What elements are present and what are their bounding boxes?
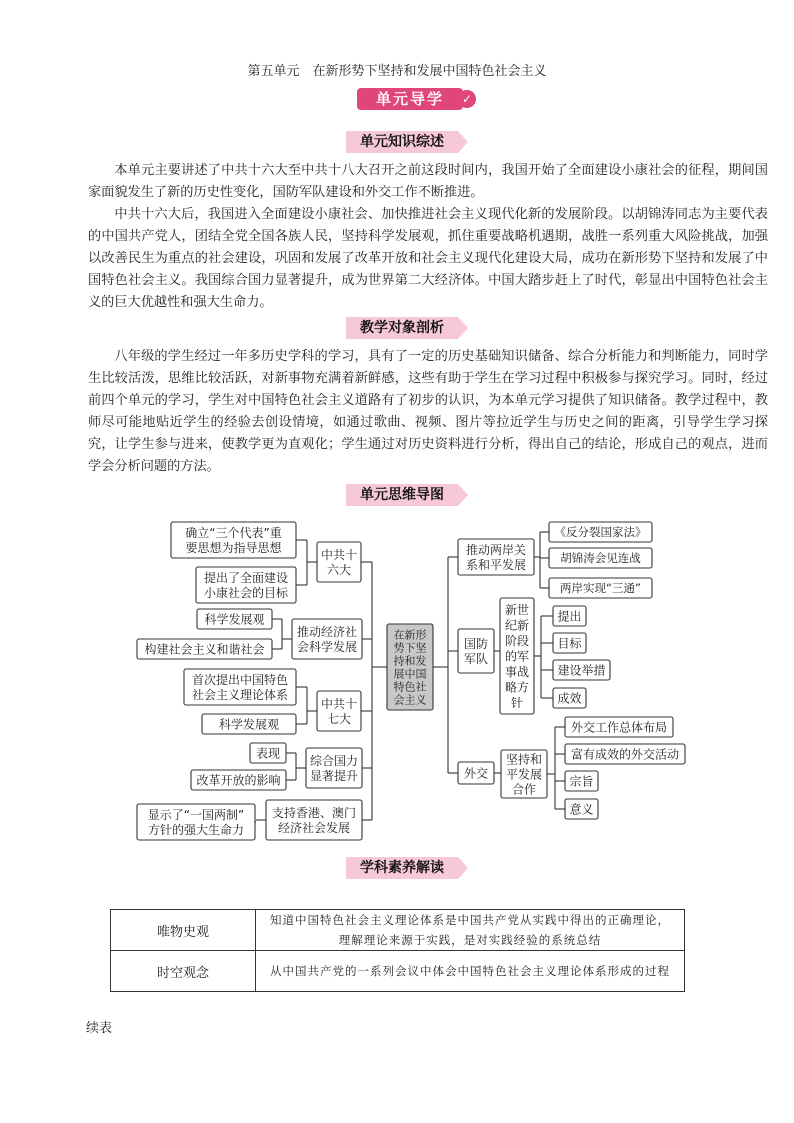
svg-text:推动两岸关: 推动两岸关 (465, 542, 527, 557)
mindmap-leaf (137, 639, 272, 659)
svg-text:略方: 略方 (504, 680, 530, 695)
mindmap-subnode (500, 598, 534, 714)
unit-guide-label: 单元导学 (357, 88, 463, 110)
svg-text:阶段: 阶段 (504, 633, 530, 648)
svg-text:提出: 提出 (557, 609, 582, 624)
mindmap-leaf (197, 609, 272, 629)
svg-text:六大: 六大 (326, 562, 352, 577)
svg-text:建设举措: 建设举措 (557, 663, 606, 678)
mindmap-node (317, 691, 361, 731)
svg-text:事战: 事战 (504, 664, 530, 679)
mindmap-leaf (137, 804, 255, 840)
overview-paragraph-1: 本单元主要讲述了中共十六大至中共十八大召开之前这段时间内，我国开始了全面建设小康社会的征程，期间国家面貌发生了新的历史性变化，国防军队建设和外交工作不断推进。 (88, 163, 768, 200)
mind-map (0, 512, 794, 852)
section-title: 教学对象剖析 (360, 320, 444, 336)
students-paragraph: 八年级的学生经过一年多历史学科的学习，具有了一定的历史基础知识储备、综合分析能力和判断能力，同时学生比较活泼，思维比较活跃，对新事物充满着新鲜感，这些有助于学生在学习过程中积极参与探究学习。同时，经过前四个单元的学习，学生对中国特色社会主义道路有了初步的认识，为本单元学习提供了知识储备。教学过程中，教师尽可能地贴近学生的经验去创设情境，如通过歌曲、视频、图片等拉近学生与历史之间的距离，引导学生学习探究，让学生参与进来，使教学更为直观化；学生通过对历史资料进行分析，得出自己的结论，形成自己的观点，进而学会分析问题的方法。 (88, 349, 768, 474)
literacy-table (110, 909, 685, 992)
table-row (111, 910, 685, 951)
mindmap-node (292, 619, 362, 659)
svg-text:社会主义理论体系: 社会主义理论体系 (191, 687, 289, 702)
svg-text:会科学发展: 会科学发展 (296, 639, 358, 654)
svg-text:显示了“一国两制”: 显示了“一国两制” (147, 807, 245, 822)
svg-text:富有成效的外交活动: 富有成效的外交活动 (570, 747, 680, 762)
section-title: 单元思维导图 (360, 487, 444, 503)
mindmap-node (458, 629, 494, 673)
svg-text:目标: 目标 (557, 636, 582, 651)
svg-text:综合国力: 综合国力 (309, 753, 359, 768)
mindmap-node (306, 748, 362, 788)
svg-text:表现: 表现 (255, 746, 281, 761)
svg-text:外交工作总体布局: 外交工作总体布局 (570, 720, 668, 735)
svg-text:合作: 合作 (511, 782, 537, 797)
svg-text:中共十: 中共十 (320, 696, 358, 711)
mindmap-leaf (549, 578, 652, 598)
svg-text:势下坚: 势下坚 (393, 641, 427, 655)
mindmap-leaf (565, 717, 673, 737)
svg-text:确立“三个代表”重: 确立“三个代表”重 (185, 525, 282, 540)
svg-text:显著提升: 显著提升 (309, 768, 359, 783)
mindmap-leaf (184, 669, 296, 705)
mindmap-leaf (553, 688, 586, 708)
svg-text:科学发展观: 科学发展观 (218, 717, 280, 732)
mindmap-leaf (196, 567, 296, 603)
svg-text:国防: 国防 (463, 636, 489, 651)
unit-guide-banner (349, 86, 476, 112)
svg-text:新世: 新世 (504, 602, 530, 617)
mindmap-node (458, 762, 494, 784)
svg-text:平发展: 平发展 (505, 767, 543, 782)
table-row (111, 951, 685, 992)
mindmap-leaf (171, 522, 296, 558)
svg-text:提出了全面建设: 提出了全面建设 (203, 570, 289, 585)
svg-text:推动经济社: 推动经济社 (296, 624, 358, 639)
section-header-literacy (346, 857, 474, 879)
svg-text:构建社会主义和谐社会: 构建社会主义和谐社会 (144, 642, 265, 657)
mindmap-node (266, 800, 362, 840)
svg-text:意义: 意义 (569, 802, 594, 817)
mindmap-leaf (191, 770, 286, 790)
literacy-label: 时空观念 (111, 951, 256, 992)
svg-text:要思想为指导思想: 要思想为指导思想 (185, 540, 282, 555)
section-title: 单元知识综述 (360, 134, 444, 150)
svg-text:方针的强大生命力: 方针的强大生命力 (147, 822, 245, 837)
svg-text:七大: 七大 (326, 711, 352, 726)
svg-text:支持香港、澳门: 支持香港、澳门 (271, 805, 357, 820)
mindmap-node (317, 542, 361, 582)
mindmap-center (387, 624, 433, 710)
svg-text:成效: 成效 (557, 691, 582, 706)
svg-text:改革开放的影响: 改革开放的影响 (196, 773, 281, 788)
svg-text:坚持和: 坚持和 (505, 752, 543, 767)
svg-text:胡锦涛会见连战: 胡锦涛会见连战 (560, 551, 641, 566)
svg-text:《反分裂国家法》: 《反分裂国家法》 (554, 525, 647, 540)
check-icon: ✓ (458, 90, 476, 108)
svg-text:军队: 军队 (463, 651, 489, 666)
svg-text:会主义: 会主义 (393, 693, 427, 707)
svg-text:特色社: 特色社 (393, 680, 427, 694)
svg-text:小康社会的目标: 小康社会的目标 (203, 585, 289, 600)
mindmap-leaf (250, 743, 286, 763)
svg-text:科学发展观: 科学发展观 (204, 612, 265, 627)
svg-text:外交: 外交 (463, 766, 489, 781)
mindmap-leaf (553, 633, 586, 653)
svg-text:展中国: 展中国 (393, 667, 427, 681)
section-title: 学科素养解读 (360, 860, 444, 876)
literacy-text: 知道中国特色社会主义理论体系是中国共产党从实践中得出的正确理论，理解理论来源于实践，是对实践经验的系统总结 (256, 910, 685, 951)
mindmap-leaf (553, 660, 610, 680)
mindmap-node (458, 539, 534, 575)
mindmap-leaf (549, 522, 652, 542)
svg-text:针: 针 (510, 695, 524, 710)
mindmap-subnode (501, 750, 547, 798)
mindmap-leaf (549, 548, 652, 568)
svg-text:中共十: 中共十 (320, 547, 358, 562)
svg-text:系和平发展: 系和平发展 (465, 557, 527, 572)
mindmap-leaf (202, 714, 296, 734)
literacy-label: 唯物史观 (111, 910, 256, 951)
svg-text:在新形: 在新形 (393, 628, 427, 642)
continued-label: 续表 (86, 1021, 113, 1036)
page-title: 第五单元 在新形势下坚持和发展中国特色社会主义 (247, 64, 547, 79)
section-header-overview (346, 131, 474, 153)
literacy-text: 从中国共产党的一系列会议中体会中国特色社会主义理论体系形成的过程 (256, 951, 685, 992)
svg-text:持和发: 持和发 (393, 654, 427, 668)
svg-text:两岸实现“三通”: 两岸实现“三通” (560, 581, 641, 596)
svg-text:宗旨: 宗旨 (569, 774, 594, 789)
section-header-mindmap (346, 484, 474, 506)
mindmap-leaf (565, 771, 598, 791)
svg-text:经济社会发展: 经济社会发展 (277, 820, 351, 835)
mindmap-leaf (553, 606, 586, 626)
svg-text:首次提出中国特色: 首次提出中国特色 (191, 672, 289, 687)
mindmap-leaf (565, 799, 598, 819)
section-header-students (346, 317, 474, 339)
svg-text:纪新: 纪新 (504, 618, 530, 633)
overview-paragraph-2: 中共十六大后，我国进入全面建设小康社会、加快推进社会主义现代化新的发展阶段。以胡锦涛同志为主要代表的中国共产党人，团结全党全国各族人民，坚持科学发展观，抓住重要战略机遇期，战胜一系列重大风险挑战，加强以改善民生为重点的社会建设，巩固和发展了改革开放和社会主义现代化建设大局，成功在新形势下坚持和发展了中国特色社会主义。我国综合国力显著提升，成为世界第二大经济体。中国大踏步赶上了时代，彰显出中国特色社会主义的巨大优越性和强大生命力。 (88, 207, 768, 310)
mindmap-leaf (565, 744, 685, 764)
svg-text:的军: 的军 (504, 649, 530, 664)
